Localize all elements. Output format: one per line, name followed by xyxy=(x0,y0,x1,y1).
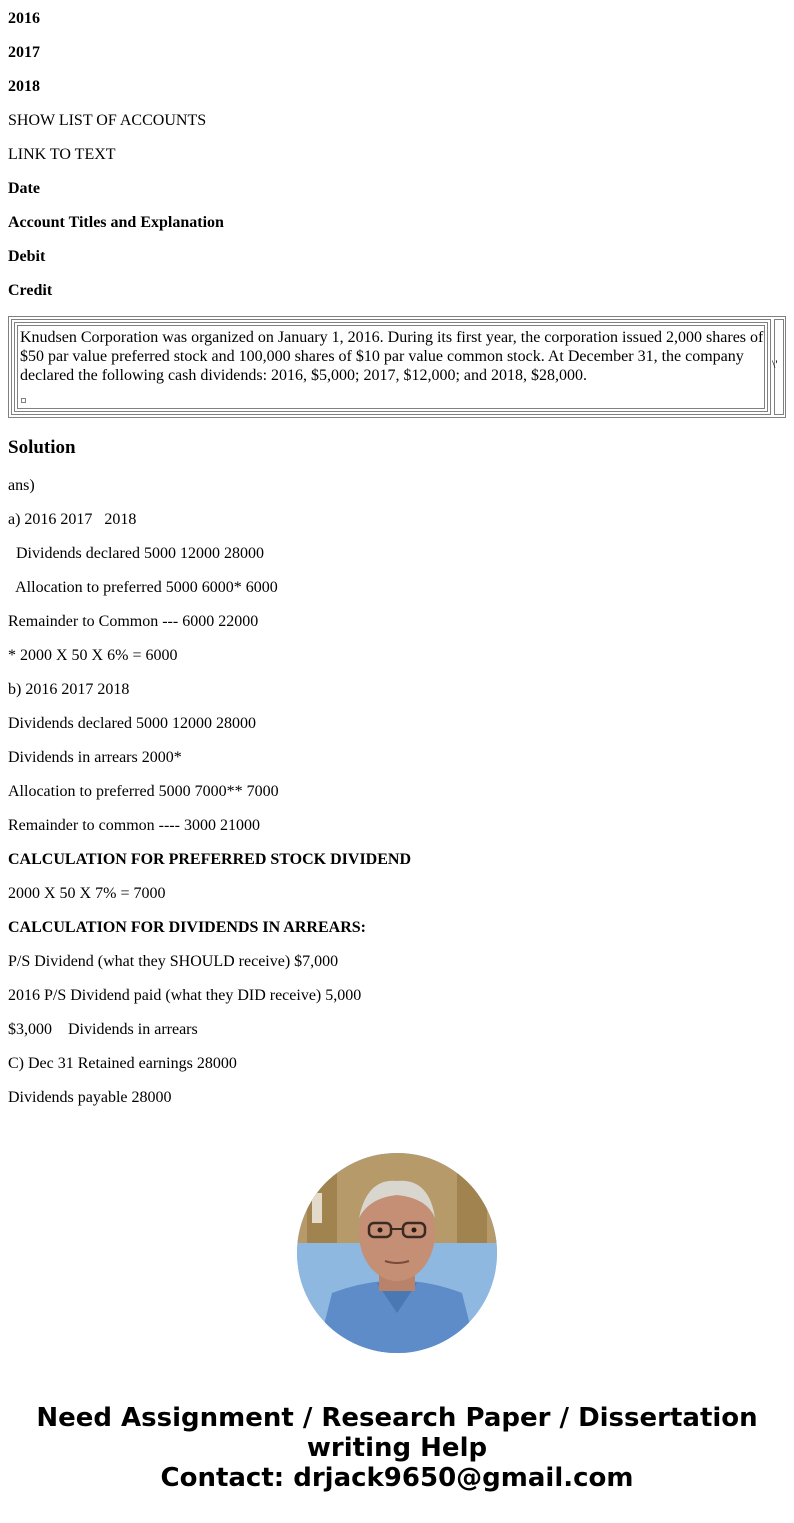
solution-line: $3,000 Dividends in arrears xyxy=(8,1021,198,1038)
year-2017-label: 2017 xyxy=(8,44,40,61)
solution-line: Allocation to preferred 5000 7000** 7000 xyxy=(8,783,279,800)
solution-line: Dividends in arrears 2000* xyxy=(8,749,182,766)
credit-column-header: Credit xyxy=(8,282,53,299)
solution-line: a) 2016 2017 2018 xyxy=(8,511,137,528)
solution-line: * 2000 X 50 X 6% = 6000 xyxy=(8,647,178,664)
solution-line: Remainder to Common --- 6000 22000 xyxy=(8,613,259,630)
footer-contact[interactable]: Contact: drjack9650@gmail.com xyxy=(160,1463,634,1493)
debit-column-header: Debit xyxy=(8,248,46,265)
show-list-of-accounts-link[interactable]: SHOW LIST OF ACCOUNTS xyxy=(8,112,207,129)
account-titles-column-header: Account Titles and Explanation xyxy=(8,214,224,231)
link-to-text[interactable]: LINK TO TEXT xyxy=(8,146,116,163)
solution-line: C) Dec 31 Retained earnings 28000 xyxy=(8,1055,237,1072)
preferred-dividend-heading: CALCULATION FOR PREFERRED STOCK DIVIDEND xyxy=(8,851,412,868)
year-2016-label: 2016 xyxy=(8,10,40,27)
solution-line: Allocation to preferred 5000 6000* 6000 xyxy=(8,579,278,596)
solution-line: ans) xyxy=(8,477,35,494)
author-portrait-illustration xyxy=(297,1153,497,1353)
solution-line: P/S Dividend (what they SHOULD receive) $7,000 xyxy=(8,953,339,970)
author-avatar xyxy=(297,1153,497,1353)
solution-line: Remainder to common ---- 3000 21000 xyxy=(8,817,260,834)
solution-line: b) 2016 2017 2018 xyxy=(8,681,130,698)
side-mark: \' xyxy=(772,357,778,371)
solution-line: 2016 P/S Dividend paid (what they DID receive) 5,000 xyxy=(8,987,362,1004)
problem-statement: Knudsen Corporation was organized on January 1, 2016. During its first year, the corporation issued 2,000 shares of $50 par value preferred stock and 100,000 shares of $10 par value common stock. At December 31, the company declared the following cash dividends: 2016, $5,000; 2017, $12,000; and 2018, $28,000. xyxy=(20,329,764,384)
broken-image-icon xyxy=(21,398,26,403)
solution-line: Dividends payable 28000 xyxy=(8,1089,172,1106)
date-column-header: Date xyxy=(8,180,40,197)
footer-line-2: writing Help xyxy=(306,1433,488,1463)
year-2018-label: 2018 xyxy=(8,78,40,95)
solution-line: 2000 X 50 X 7% = 7000 xyxy=(8,885,166,902)
footer-line-1: Need Assignment / Research Paper / Dissertation xyxy=(36,1403,758,1433)
solution-line: Dividends declared 5000 12000 28000 xyxy=(8,545,264,562)
footer-advert xyxy=(0,1403,794,1493)
solution-line: Dividends declared 5000 12000 28000 xyxy=(8,715,256,732)
solution-heading: Solution xyxy=(8,437,76,458)
arrears-heading: CALCULATION FOR DIVIDENDS IN ARREARS: xyxy=(8,919,366,936)
